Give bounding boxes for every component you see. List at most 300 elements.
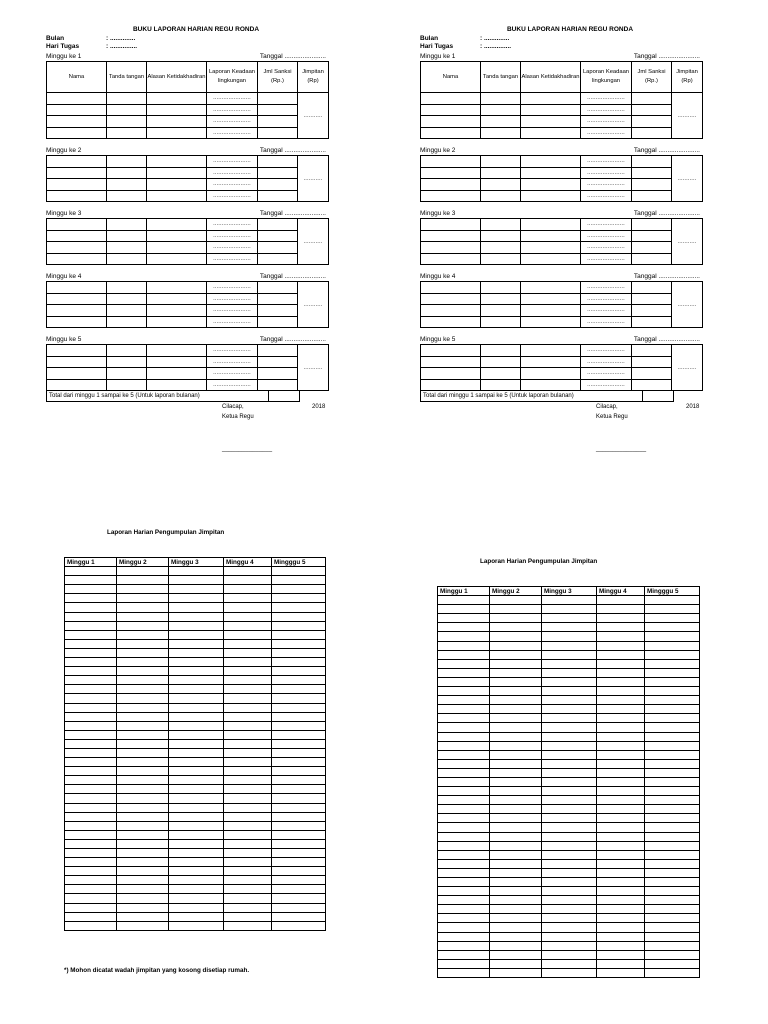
bulan-value: : .............. [480,35,510,42]
cell-tanda [481,104,521,116]
table-cell [65,739,117,748]
table-cell [169,794,224,803]
table-row [438,668,700,677]
report-title: BUKU LAPORAN HARIAN REGU RONDA [506,26,634,33]
table-cell [490,796,542,805]
table-cell [597,732,645,741]
cell-tanda [107,282,147,294]
table-row [47,379,329,391]
table-cell [438,723,490,732]
place-text: Cilacap, [222,404,244,410]
cell-sanksi [632,190,672,202]
table-cell [117,667,169,676]
collection-table-right [437,586,700,978]
table-cell [224,821,272,830]
table-cell [272,894,326,903]
table-cell [597,950,645,959]
cell-laporan: ...................... [207,104,258,116]
cell-nama [421,93,481,105]
report-form-left [46,26,346,457]
table-cell [438,687,490,696]
cell-alasan [521,127,581,139]
total-cell [642,391,673,401]
header-tanda: Tanda tangan [107,62,147,93]
table-cell [542,796,597,805]
table-row [438,823,700,832]
table-cell [65,639,117,648]
table-cell [490,887,542,896]
cell-alasan [521,93,581,105]
table-cell [542,705,597,714]
cell-laporan: ...................... [207,127,258,139]
cell-alasan [521,356,581,368]
table-cell [224,576,272,585]
table-cell [224,621,272,630]
table-cell [224,758,272,767]
table-cell [490,614,542,623]
table-row [65,776,326,785]
table-row [438,841,700,850]
table-cell [169,694,224,703]
cell-alasan [521,293,581,305]
table-row [65,721,326,730]
table-cell [490,850,542,859]
total-text: Total dari minggu 1 sampai ke 5 (Untuk laporan bulanan) [49,393,200,399]
table-cell [542,841,597,850]
table-cell [597,868,645,877]
signature-block [420,402,720,450]
table-cell [490,741,542,750]
cell-laporan: ...................... [207,179,258,191]
table-cell [490,905,542,914]
cell-nama [421,190,481,202]
cell-laporan: ...................... [581,368,632,380]
week-header [46,209,346,218]
table-cell [169,785,224,794]
table-cell [169,849,224,858]
cell-nama [421,104,481,116]
table-row [438,932,700,941]
table-cell [542,941,597,950]
table-cell [169,630,224,639]
table-cell [117,903,169,912]
table-cell [645,768,700,777]
table-cell [490,878,542,887]
table-cell [169,639,224,648]
week-header [420,146,720,155]
table-cell [645,932,700,941]
table-cell [490,896,542,905]
table-cell [169,876,224,885]
cell-sanksi [632,179,672,191]
table-cell [117,885,169,894]
table-cell [438,941,490,950]
week-header [46,52,346,61]
table-cell [542,959,597,968]
cell-tanda [481,190,521,202]
table-cell [272,712,326,721]
table-cell [272,721,326,730]
table-cell [645,623,700,632]
table-cell [169,667,224,676]
cell-laporan: ...................... [207,282,258,294]
table-cell [490,777,542,786]
cell-tanda [481,179,521,191]
cell-tanda [481,219,521,231]
table-cell [542,777,597,786]
cell-jimpitan: ........... [672,219,703,265]
table-cell [438,632,490,641]
table-row [438,941,700,950]
cell-laporan: ...................... [207,345,258,357]
cell-laporan: ...................... [581,127,632,139]
collection-table-left [64,557,326,931]
bulan-label: Bulan [46,35,65,42]
cell-alasan [521,167,581,179]
cell-tanda [481,356,521,368]
table-cell [597,932,645,941]
table-row [438,741,700,750]
week-table [420,155,703,202]
table-cell [597,914,645,923]
table-row [65,858,326,867]
table-cell [117,639,169,648]
cell-sanksi [632,230,672,242]
table-cell [117,758,169,767]
cell-nama [47,116,107,128]
cell-laporan: ...................... [207,305,258,317]
cell-jimpitan: ........... [298,93,329,139]
cell-alasan [147,345,207,357]
table-cell [438,932,490,941]
table-cell [490,750,542,759]
column-header: Mingggu 5 [272,558,326,567]
table-cell [490,759,542,768]
column-header: Mingggu 5 [645,587,700,596]
table-row [438,650,700,659]
cell-laporan: ...................... [207,156,258,168]
total-row [46,391,300,402]
table-cell [65,803,117,812]
table-cell [490,859,542,868]
week-label: Minggu ke 4 [46,273,82,280]
column-header: Minggu 1 [65,558,117,567]
table-cell [65,876,117,885]
cell-alasan [147,116,207,128]
cell-sanksi [258,219,298,231]
cell-alasan [147,190,207,202]
cell-tanda [107,293,147,305]
table-cell [490,732,542,741]
table-cell [272,812,326,821]
role-text: Ketua Regu [596,414,628,420]
table-cell [438,677,490,686]
table-cell [490,632,542,641]
cell-sanksi [258,379,298,391]
table-cell [224,703,272,712]
table-cell [645,787,700,796]
table-cell [645,614,700,623]
table-cell [490,650,542,659]
cell-alasan [147,316,207,328]
table-cell [224,858,272,867]
table-cell [645,950,700,959]
table-cell [597,787,645,796]
cell-nama [47,190,107,202]
cell-laporan: ...................... [581,93,632,105]
cell-nama [47,93,107,105]
week-header [420,272,720,281]
year-text: 2018 [686,404,700,410]
table-cell [224,676,272,685]
table-row [438,896,700,905]
cell-sanksi [258,179,298,191]
cell-alasan [147,242,207,254]
table-cell [597,723,645,732]
table-row [65,885,326,894]
header-row [65,558,326,567]
cell-nama [421,219,481,231]
table-cell [117,730,169,739]
cell-nama [47,379,107,391]
table-cell [169,730,224,739]
table-row [65,903,326,912]
table-cell [597,887,645,896]
table-row [421,230,703,242]
table-cell [490,959,542,968]
table-cell [597,959,645,968]
hari-label: Hari Tugas [420,43,454,50]
table-row [65,921,326,930]
table-cell [438,959,490,968]
header-alasan: Alasan Ketidakhadiran [521,62,581,93]
table-cell [597,668,645,677]
table-cell [169,576,224,585]
cell-sanksi [632,282,672,294]
table-cell [597,687,645,696]
cell-sanksi [632,356,672,368]
header-row [47,62,329,93]
table-row [421,127,703,139]
table-cell [169,912,224,921]
table-row [421,93,703,105]
week-label: Minggu ke 5 [420,336,456,343]
cell-nama [47,156,107,168]
table-row [47,156,329,168]
table-row [438,959,700,968]
table-cell [169,776,224,785]
table-cell [65,839,117,848]
table-cell [117,658,169,667]
cell-jimpitan: ........... [672,282,703,328]
table-row [421,293,703,305]
week-block [46,52,346,139]
tanggal-label: Tanggal ....................... [633,147,700,154]
table-cell [438,650,490,659]
table-row [47,179,329,191]
table-cell [490,841,542,850]
table-row [438,759,700,768]
cell-nama [421,167,481,179]
cell-jimpitan: ........... [672,93,703,139]
table-cell [438,605,490,614]
table-cell [542,632,597,641]
table-cell [438,859,490,868]
table-cell [224,748,272,757]
cell-sanksi [258,190,298,202]
cell-sanksi [632,293,672,305]
cell-nama [421,179,481,191]
cell-alasan [147,156,207,168]
table-cell [65,785,117,794]
table-cell [597,659,645,668]
table-cell [645,750,700,759]
cell-jimpitan: ........... [298,219,329,265]
table-cell [438,614,490,623]
cell-laporan: ...................... [207,379,258,391]
week-header [420,335,720,344]
table-cell [645,687,700,696]
cell-laporan: ...................... [207,242,258,254]
table-cell [542,605,597,614]
hari-label: Hari Tugas [46,43,80,50]
table-cell [224,721,272,730]
tanggal-label: Tanggal ....................... [633,210,700,217]
table-cell [438,905,490,914]
table-row [65,894,326,903]
week-table [420,281,703,328]
cell-nama [421,316,481,328]
table-cell [224,794,272,803]
table-cell [65,885,117,894]
table-cell [542,950,597,959]
table-row [65,867,326,876]
table-cell [645,923,700,932]
table-cell [490,687,542,696]
cell-alasan [521,282,581,294]
table-cell [272,821,326,830]
table-cell [65,849,117,858]
cell-tanda [107,116,147,128]
cell-sanksi [632,104,672,116]
table-cell [542,850,597,859]
table-cell [224,867,272,876]
table-cell [438,787,490,796]
cell-alasan [521,242,581,254]
cell-alasan [147,93,207,105]
week-label: Minggu ke 1 [420,53,456,60]
table-cell [117,776,169,785]
table-cell [597,623,645,632]
cell-alasan [521,379,581,391]
table-row [438,596,700,605]
table-cell [169,712,224,721]
table-cell [65,903,117,912]
table-cell [224,685,272,694]
table-row [65,694,326,703]
table-cell [645,814,700,823]
table-row [421,104,703,116]
table-cell [438,878,490,887]
table-cell [169,803,224,812]
cell-alasan [147,282,207,294]
week-table [420,344,703,391]
hari-value: : ............... [480,43,512,50]
table-cell [490,814,542,823]
table-cell [597,750,645,759]
table-cell [272,567,326,576]
cell-alasan [147,167,207,179]
cell-jimpitan: ........... [298,156,329,202]
table-cell [597,650,645,659]
week-block [46,146,346,202]
table-cell [490,932,542,941]
table-cell [272,776,326,785]
table-cell [117,603,169,612]
table-cell [65,894,117,903]
table-cell [272,667,326,676]
table-cell [272,803,326,812]
table-cell [542,814,597,823]
cell-sanksi [258,368,298,380]
table-cell [117,803,169,812]
table-row [65,630,326,639]
cell-laporan: ...................... [581,316,632,328]
table-cell [542,859,597,868]
table-cell [542,923,597,932]
table-cell [224,785,272,794]
table-cell [645,632,700,641]
cell-sanksi [632,242,672,254]
table-cell [117,576,169,585]
table-cell [597,641,645,650]
table-cell [169,885,224,894]
week-block [420,146,720,202]
cell-sanksi [632,219,672,231]
bulan-row [420,35,720,43]
table-cell [65,685,117,694]
table-cell [438,796,490,805]
table-cell [542,968,597,977]
table-cell [65,776,117,785]
cell-alasan [147,219,207,231]
table-row [438,850,700,859]
table-row [421,345,703,357]
table-cell [224,812,272,821]
table-cell [272,876,326,885]
week-label: Minggu ke 1 [46,53,82,60]
table-row [438,878,700,887]
cell-nama [421,156,481,168]
table-cell [645,723,700,732]
cell-laporan: ...................... [207,219,258,231]
table-cell [65,730,117,739]
table-cell [224,903,272,912]
table-row [438,696,700,705]
table-cell [597,632,645,641]
cell-sanksi [258,293,298,305]
table-cell [542,659,597,668]
signature-line: _______________ [596,446,647,452]
cell-tanda [107,93,147,105]
table-cell [490,941,542,950]
table-cell [65,676,117,685]
cell-tanda [481,293,521,305]
cell-jimpitan: ........... [298,282,329,328]
table-cell [224,648,272,657]
hari-row [46,43,346,51]
table-row [421,179,703,191]
